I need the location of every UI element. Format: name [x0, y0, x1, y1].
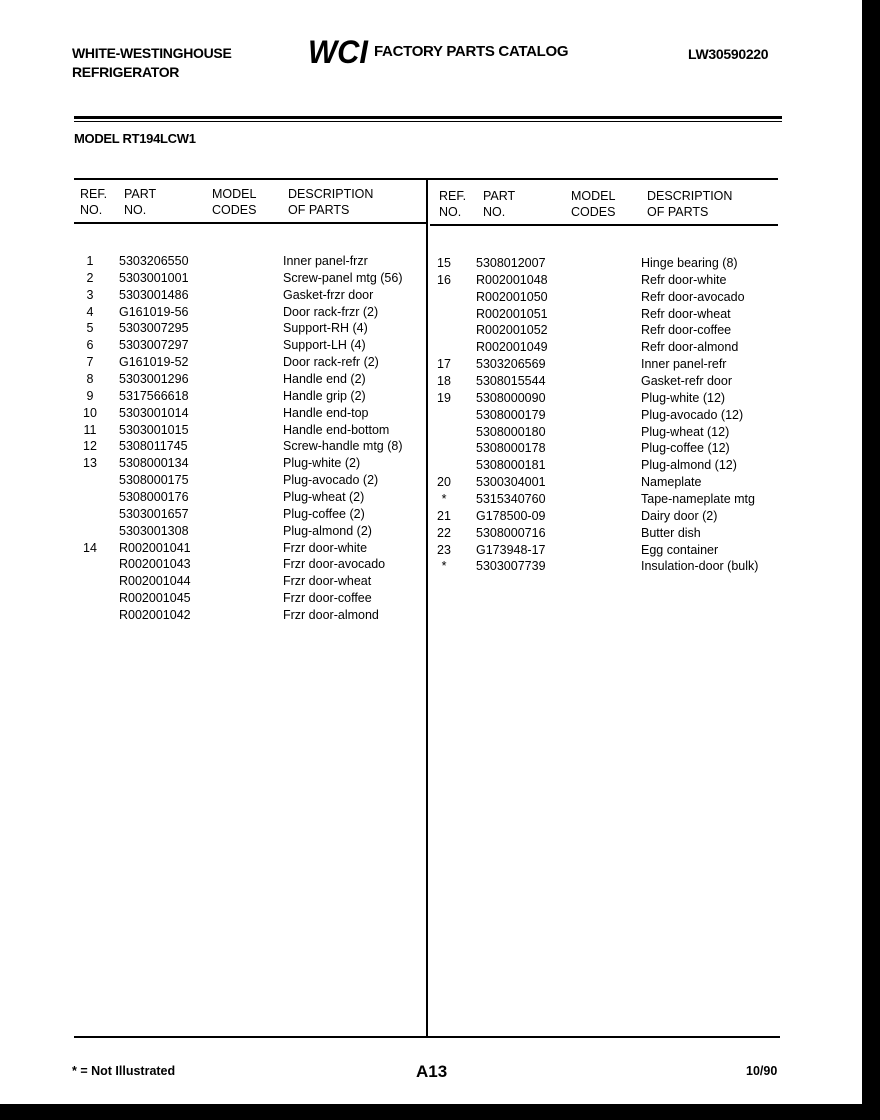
part-row: [430, 542, 780, 559]
part-row: [74, 590, 424, 607]
part-number: 5308000176: [119, 490, 189, 505]
part-number: 5308000180: [476, 424, 546, 439]
part-description: Plug-wheat (12): [641, 424, 730, 439]
part-row: [430, 306, 780, 323]
wci-logo-text: WCI: [308, 34, 370, 68]
part-number: 5303001001: [119, 270, 189, 285]
part-number: 5300304001: [476, 475, 546, 490]
part-description: Support-LH (4): [283, 338, 366, 353]
ref-number: 2: [86, 270, 94, 285]
part-row: [430, 474, 780, 491]
header-rule-thin: [74, 121, 782, 122]
part-row: [74, 523, 424, 540]
part-number: G161019-56: [119, 304, 189, 319]
part-number: 5308000175: [119, 473, 189, 488]
part-description: Door rack-frzr (2): [283, 304, 379, 319]
part-number: R002001049: [476, 340, 548, 355]
part-number: 5308015544: [476, 374, 546, 389]
part-description: Dairy door (2): [641, 508, 718, 523]
part-row: [74, 540, 424, 557]
product-type: REFRIGERATOR: [72, 64, 180, 80]
part-description: Plug-white (12): [641, 390, 726, 405]
part-description: Inner panel-frzr: [283, 254, 368, 268]
part-description: Gasket-refr door: [641, 374, 733, 389]
part-description: Nameplate: [641, 475, 702, 490]
part-number: 5308000178: [476, 441, 546, 456]
ref-number: 19: [437, 390, 451, 405]
part-description: Plug-coffee (12): [641, 441, 730, 456]
part-number: 5308000134: [119, 456, 189, 471]
ref-number: 22: [437, 525, 451, 540]
ref-number: 6: [86, 338, 94, 353]
part-number: 5303001486: [119, 287, 189, 302]
brand-block: [72, 44, 231, 82]
part-description: Butter dish: [641, 525, 701, 540]
part-description: Refr door-white: [641, 272, 727, 287]
part-description: Plug-almond (12): [641, 458, 737, 473]
right-header-underline: [430, 224, 778, 226]
part-number: 5303007297: [119, 338, 189, 353]
part-number: R002001052: [476, 323, 548, 338]
table-bottom-rule: [74, 1036, 780, 1038]
page-number: A13: [416, 1062, 448, 1081]
part-row: [74, 489, 424, 506]
part-description: Screw-handle mtg (8): [283, 439, 403, 454]
part-row: [430, 491, 780, 508]
part-description: Refr door-avocado: [641, 289, 745, 304]
part-description: Handle end-bottom: [283, 422, 390, 437]
part-description: Plug-avocado (2): [283, 473, 379, 488]
ref-number: 20: [437, 475, 451, 490]
part-number: R002001042: [119, 608, 191, 623]
part-number: 5303001014: [119, 405, 189, 420]
ref-number: 15: [437, 256, 451, 270]
part-row: [74, 455, 424, 472]
part-number: 5308000181: [476, 458, 546, 473]
part-number: R002001050: [476, 289, 548, 304]
part-number: 5303206569: [476, 357, 546, 372]
part-number: G161019-52: [119, 355, 189, 370]
right-header-ref: REF. NO.: [439, 189, 467, 219]
ref-number: 3: [86, 287, 94, 302]
part-number: 5303001657: [119, 506, 189, 521]
right-header-model: MODEL CODES: [571, 189, 616, 219]
column-divider: [426, 178, 428, 1038]
part-description: Refr door-almond: [641, 340, 739, 355]
part-row: [74, 287, 424, 304]
part-row: [430, 322, 780, 339]
part-row: [430, 339, 780, 356]
ref-number: 13: [83, 456, 97, 471]
part-description: Screw-panel mtg (56): [283, 270, 403, 285]
part-description: Handle end (2): [283, 372, 366, 387]
ref-number: 16: [437, 272, 451, 287]
part-row: [74, 472, 424, 489]
left-header-underline: [74, 222, 426, 224]
part-description: Frzr door-wheat: [283, 574, 372, 589]
part-number: 5303206550: [119, 254, 189, 268]
ref-number: 4: [86, 304, 94, 319]
ref-number: 11: [83, 422, 97, 437]
part-description: Frzr door-almond: [283, 608, 379, 623]
part-description: Handle end-top: [283, 405, 369, 420]
part-row: [430, 356, 780, 373]
ref-number: *: [441, 559, 447, 574]
left-header-part: PART NO.: [124, 187, 157, 217]
part-row: [430, 289, 780, 306]
part-number: 5308000090: [476, 390, 546, 405]
part-description: Refr door-coffee: [641, 323, 732, 338]
part-row: [74, 556, 424, 573]
part-number: R002001043: [119, 557, 191, 572]
part-row: [430, 440, 780, 457]
part-row: [74, 354, 424, 371]
part-description: Plug-coffee (2): [283, 506, 365, 521]
model-label: MODEL RT194LCW1: [74, 131, 196, 146]
part-number: R002001044: [119, 574, 191, 589]
part-number: G178500-09: [476, 508, 546, 523]
scan-border-right: [862, 0, 880, 1120]
part-description: Egg container: [641, 542, 719, 557]
part-description: Handle grip (2): [283, 388, 366, 403]
ref-number: 1: [86, 254, 94, 268]
part-row: [430, 373, 780, 390]
ref-number: 14: [83, 540, 97, 555]
part-description: Plug-white (2): [283, 456, 361, 471]
ref-number: 8: [86, 372, 94, 387]
part-row: [74, 270, 424, 287]
part-number: 5303001308: [119, 523, 189, 538]
right-header-desc: DESCRIPTION OF PARTS: [647, 189, 733, 219]
ref-number: 21: [437, 508, 451, 523]
part-number: G173948-17: [476, 542, 546, 557]
part-row: [430, 457, 780, 474]
part-description: Support-RH (4): [283, 321, 368, 336]
part-number: R002001051: [476, 306, 548, 321]
part-description: Frzr door-avocado: [283, 557, 386, 572]
part-row: [74, 320, 424, 337]
part-row: [74, 337, 424, 354]
part-row: [430, 424, 780, 441]
ref-number: 18: [437, 374, 451, 389]
ref-number: 9: [86, 388, 94, 403]
ref-number: *: [441, 492, 447, 507]
document-number: LW30590220: [688, 46, 769, 62]
part-row: [74, 405, 424, 422]
part-description: Plug-almond (2): [283, 523, 372, 538]
part-description: Insulation-door (bulk): [641, 559, 759, 574]
left-header-ref: REF. NO.: [80, 187, 108, 217]
part-row: [430, 558, 780, 575]
part-number: 5303001015: [119, 422, 189, 437]
part-number: 5308012007: [476, 256, 546, 270]
part-number: R002001048: [476, 272, 548, 287]
part-row: [430, 272, 780, 289]
ref-number: 10: [83, 405, 97, 420]
part-row: [74, 573, 424, 590]
part-number: 5315340760: [476, 492, 546, 507]
part-row: [74, 304, 424, 321]
right-header-part: PART NO.: [483, 189, 516, 219]
catalog-title: FACTORY PARTS CATALOG: [374, 43, 569, 60]
part-description: Gasket-frzr door: [283, 287, 374, 302]
part-number: 5303007295: [119, 321, 189, 336]
ref-number: 5: [86, 321, 94, 336]
left-header-model: MODEL CODES: [212, 187, 257, 217]
footnote: * = Not Illustrated: [72, 1064, 176, 1078]
part-number: 5308000179: [476, 407, 546, 422]
brand-name: WHITE-WESTINGHOUSE: [72, 45, 232, 61]
part-row: [74, 607, 424, 624]
ref-number: 17: [437, 357, 451, 372]
left-header-desc: DESCRIPTION OF PARTS: [288, 187, 374, 217]
part-row: [430, 255, 780, 272]
part-description: Tape-nameplate mtg: [641, 492, 755, 507]
part-row: [74, 371, 424, 388]
part-number: R002001045: [119, 591, 191, 606]
part-row: [74, 438, 424, 455]
part-row: [430, 508, 780, 525]
header-rule-thick: [74, 116, 782, 119]
wci-logo: [308, 34, 370, 68]
catalog-date: 10/90: [746, 1064, 778, 1078]
part-number: 5308000716: [476, 525, 546, 540]
part-row: [430, 390, 780, 407]
scan-border-bottom: [0, 1104, 880, 1120]
part-number: R002001041: [119, 540, 191, 555]
part-row: [74, 253, 424, 270]
part-row: [74, 506, 424, 523]
part-description: Frzr door-coffee: [283, 591, 372, 606]
part-row: [74, 422, 424, 439]
part-number: 5308011745: [119, 439, 188, 454]
part-description: Refr door-wheat: [641, 306, 731, 321]
part-description: Plug-wheat (2): [283, 490, 365, 505]
part-row: [430, 525, 780, 542]
ref-number: 7: [86, 355, 94, 370]
part-description: Inner panel-refr: [641, 357, 727, 372]
part-number: 5317566618: [119, 388, 189, 403]
part-description: Hinge bearing (8): [641, 256, 738, 270]
part-number: 5303007739: [476, 559, 546, 574]
part-row: [430, 407, 780, 424]
part-description: Frzr door-white: [283, 540, 368, 555]
part-description: Door rack-refr (2): [283, 355, 379, 370]
ref-number: 23: [437, 542, 451, 557]
part-row: [74, 388, 424, 405]
part-description: Plug-avocado (12): [641, 407, 744, 422]
part-number: 5303001296: [119, 372, 189, 387]
ref-number: 12: [83, 439, 97, 454]
